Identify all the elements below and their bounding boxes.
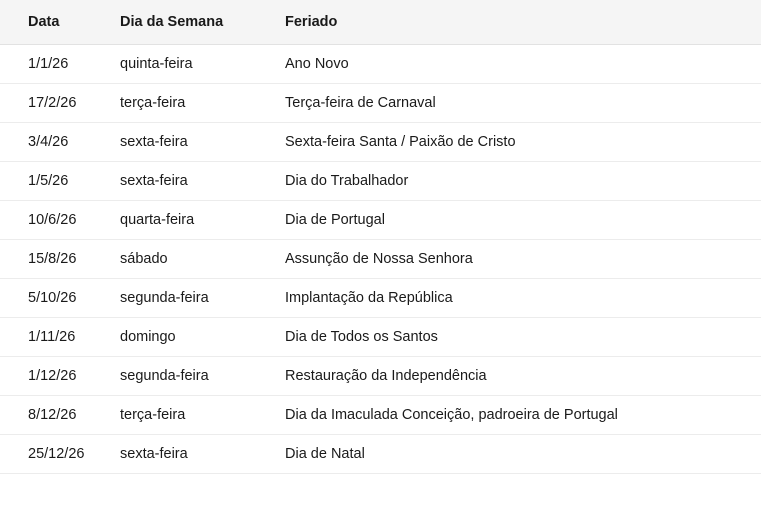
table-row (0, 84, 761, 123)
cell-date: 1/11/26 (0, 318, 120, 357)
cell-date: 3/4/26 (0, 123, 120, 162)
column-header-weekday: Dia da Semana (120, 0, 285, 45)
cell-holiday: Dia do Trabalhador (285, 162, 761, 201)
cell-date: 1/5/26 (0, 162, 120, 201)
cell-weekday: domingo (120, 318, 285, 357)
table-row (0, 162, 761, 201)
column-header-date: Data (0, 0, 120, 45)
cell-holiday: Dia da Imaculada Conceição, padroeira de Portugal (285, 396, 761, 435)
cell-weekday: sábado (120, 240, 285, 279)
cell-date: 5/10/26 (0, 279, 120, 318)
table-header (0, 0, 761, 45)
cell-weekday: sexta-feira (120, 435, 285, 474)
table-row (0, 201, 761, 240)
cell-weekday: terça-feira (120, 396, 285, 435)
cell-holiday: Sexta-feira Santa / Paixão de Cristo (285, 123, 761, 162)
cell-weekday: sexta-feira (120, 123, 285, 162)
cell-weekday: segunda-feira (120, 357, 285, 396)
cell-holiday: Assunção de Nossa Senhora (285, 240, 761, 279)
table-row (0, 435, 761, 474)
table-row (0, 45, 761, 84)
cell-date: 1/1/26 (0, 45, 120, 84)
table-header-row (0, 0, 761, 45)
cell-holiday: Dia de Todos os Santos (285, 318, 761, 357)
cell-holiday: Ano Novo (285, 45, 761, 84)
cell-date: 15/8/26 (0, 240, 120, 279)
cell-holiday: Implantação da República (285, 279, 761, 318)
cell-holiday: Restauração da Independência (285, 357, 761, 396)
cell-weekday: quinta-feira (120, 45, 285, 84)
table-row (0, 357, 761, 396)
cell-weekday: quarta-feira (120, 201, 285, 240)
cell-holiday: Dia de Portugal (285, 201, 761, 240)
cell-date: 25/12/26 (0, 435, 120, 474)
cell-date: 1/12/26 (0, 357, 120, 396)
table-body (0, 45, 761, 474)
column-header-holiday: Feriado (285, 0, 761, 45)
cell-weekday: sexta-feira (120, 162, 285, 201)
table-row (0, 240, 761, 279)
cell-date: 17/2/26 (0, 84, 120, 123)
cell-weekday: segunda-feira (120, 279, 285, 318)
table-row (0, 396, 761, 435)
cell-holiday: Terça-feira de Carnaval (285, 84, 761, 123)
cell-date: 8/12/26 (0, 396, 120, 435)
cell-weekday: terça-feira (120, 84, 285, 123)
cell-date: 10/6/26 (0, 201, 120, 240)
table-row (0, 279, 761, 318)
table-row (0, 123, 761, 162)
table-row (0, 318, 761, 357)
cell-holiday: Dia de Natal (285, 435, 761, 474)
